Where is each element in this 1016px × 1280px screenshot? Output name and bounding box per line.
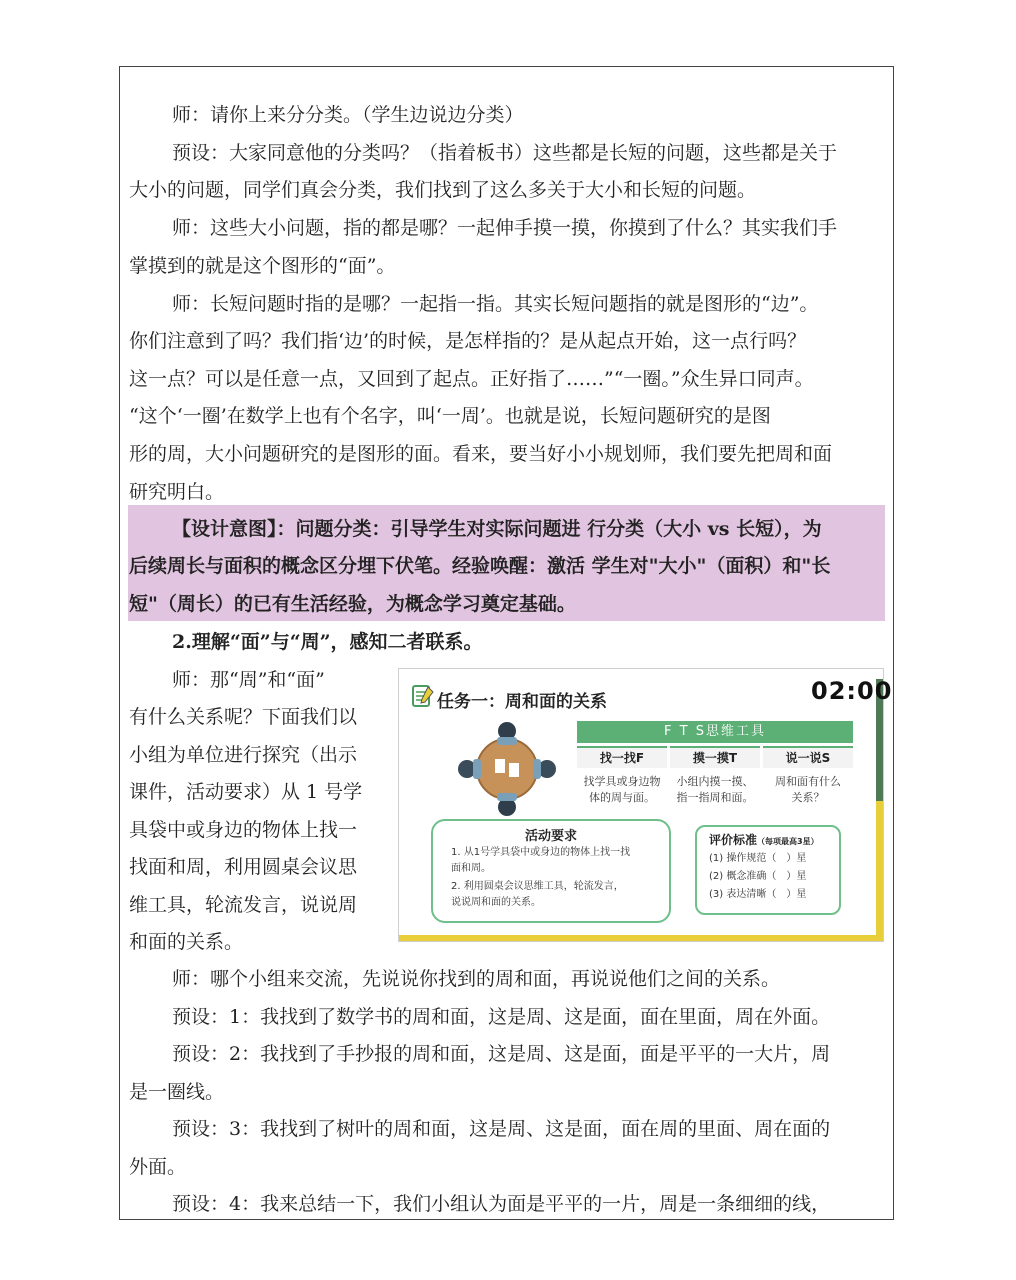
text-line: 大小的问题，同学们真会分类，我们找到了这么多关于大小和长短的问题。 bbox=[129, 179, 757, 201]
requirement-text: 面和周。 bbox=[451, 863, 491, 874]
evaluation-note: （每项最高3星） bbox=[757, 837, 819, 846]
text-line: 掌摸到的就是这个图形的“面”。 bbox=[129, 255, 396, 277]
countdown-timer: 02:00 bbox=[811, 677, 893, 705]
tool-column-text: 关系？ bbox=[791, 791, 825, 804]
text-line: 师：长短问题时指的是哪？一起指一指。其实长短问题指的就是图形的“边”。 bbox=[172, 293, 819, 315]
courseware-slide bbox=[398, 668, 893, 942]
activity-requirements-title: 活动要求 bbox=[524, 829, 577, 844]
text-line: 外面。 bbox=[129, 1156, 187, 1178]
design-intent-line: 后续周长与面积的概念区分埋下伏笔。经验唤醒：激活 学生对"大小"（面积）和"长 bbox=[129, 555, 831, 577]
round-table-illustration bbox=[447, 721, 567, 821]
text-line: 找面和周，利用圆桌会议思 bbox=[129, 856, 358, 878]
text-line: 师：这些大小问题，指的都是哪？一起伸手摸一摸，你摸到了什么？其实我们手 bbox=[172, 217, 838, 239]
text-line: 预设：大家同意他的分类吗？（指着板书）这些都是长短的问题，这些都是关于 bbox=[172, 142, 838, 164]
evaluation-criteria-box bbox=[695, 825, 841, 915]
text-line: 有什么关系呢？下面我们以 bbox=[129, 706, 358, 728]
text-line: 师：请你上来分分类。（学生边说边分类） bbox=[172, 104, 524, 126]
text-line: 维工具，轮流发言，说说周 bbox=[129, 894, 358, 916]
tool-column-text: 找学具或身边物 bbox=[583, 775, 661, 788]
tool-column-text: 周和面有什么 bbox=[775, 775, 841, 788]
text-line: 你们注意到了吗？我们指‘边’的时候，是怎样指的？是从起点开始，这一点行吗？ bbox=[129, 330, 807, 352]
text-line: 是一圈线。 bbox=[129, 1081, 225, 1103]
tool-column-find bbox=[577, 746, 667, 821]
slide-border-yellow bbox=[876, 801, 883, 941]
evaluation-item: (3) 表达清晰（ ）星 bbox=[709, 889, 807, 900]
text-line: 预设：2：我找到了手抄报的周和面，这是周、这是面，面是平平的一大片，周 bbox=[172, 1043, 831, 1065]
tool-column-header: 说一说S bbox=[763, 746, 853, 768]
text-line: 具袋中或身边的物体上找一 bbox=[129, 819, 358, 841]
text-line: 研究明白。 bbox=[129, 481, 225, 503]
tool-column-text: 体的周与面。 bbox=[589, 791, 655, 804]
slide-border-bottom bbox=[399, 935, 883, 941]
requirement-text: 1. 从1号学具袋中或身边的物体上找一找 bbox=[451, 847, 631, 858]
slide-title: 任务一：周和面的关系 bbox=[437, 692, 607, 712]
activity-requirements-box bbox=[431, 819, 671, 923]
notepad-icon bbox=[411, 683, 435, 713]
evaluation-title-text: 评价标准 bbox=[709, 833, 758, 847]
design-intent-line: 短"（周长）的已有生活经验，为概念学习奠定基础。 bbox=[129, 593, 576, 615]
requirement-text: 2. 利用圆桌会议思维工具，轮流发言， bbox=[451, 881, 624, 892]
text-line: “这个‘一圈’在数学上也有个名字，叫‘一周’。也就是说，长短问题研究的是图 bbox=[129, 405, 771, 427]
text-line: 这一点？可以是任意一点，又回到了起点。正好指了……”“一圈。”众生异口同声。 bbox=[129, 368, 814, 390]
evaluation-item: (1) 操作规范（ ）星 bbox=[709, 853, 807, 864]
tool-column-header: 摸一摸T bbox=[670, 746, 760, 768]
tool-column-say bbox=[763, 746, 853, 821]
text-line: 预设：1：我找到了数学书的周和面，这是周、这是面，面在里面，周在外面。 bbox=[172, 1006, 831, 1028]
evaluation-item: (2) 概念准确（ ）星 bbox=[709, 871, 807, 882]
tool-column-text: 指一指周和面。 bbox=[676, 791, 754, 804]
section-heading: 2.理解“面”与“周”，感知二者联系。 bbox=[172, 631, 483, 653]
text-line: 预设：3：我找到了树叶的周和面，这是周、这是面，面在周的里面、周在面的 bbox=[172, 1118, 831, 1140]
tool-title: F T S思维工具 bbox=[577, 721, 853, 743]
text-line: 课件，活动要求）从 1 号学 bbox=[129, 781, 363, 803]
evaluation-title bbox=[709, 831, 819, 848]
design-intent-line: 【设计意图】：问题分类：引导学生对实际问题进 行分类（大小 vs 长短），为 bbox=[172, 518, 822, 540]
text-line: 师：哪个小组来交流，先说说你找到的周和面，再说说他们之间的关系。 bbox=[172, 968, 781, 990]
text-line: 和面的关系。 bbox=[129, 931, 244, 953]
text-line: 预设：4：我来总结一下，我们小组认为面是平平的一片，周是一条细细的线， bbox=[172, 1193, 831, 1215]
fts-thinking-tool-table bbox=[577, 721, 853, 821]
text-line: 小组为单位进行探究（出示 bbox=[129, 744, 358, 766]
requirement-text: 说说周和面的关系。 bbox=[451, 897, 541, 908]
text-line: 形的周，大小问题研究的是图形的面。看来，要当好小小规划师，我们要先把周和面 bbox=[129, 443, 833, 465]
text-line: 师：那“周”和“面” bbox=[172, 669, 325, 691]
tool-column-text: 小组内摸一摸、 bbox=[676, 775, 754, 788]
tool-column-header: 找一找F bbox=[577, 746, 667, 768]
tool-column-touch bbox=[670, 746, 760, 821]
